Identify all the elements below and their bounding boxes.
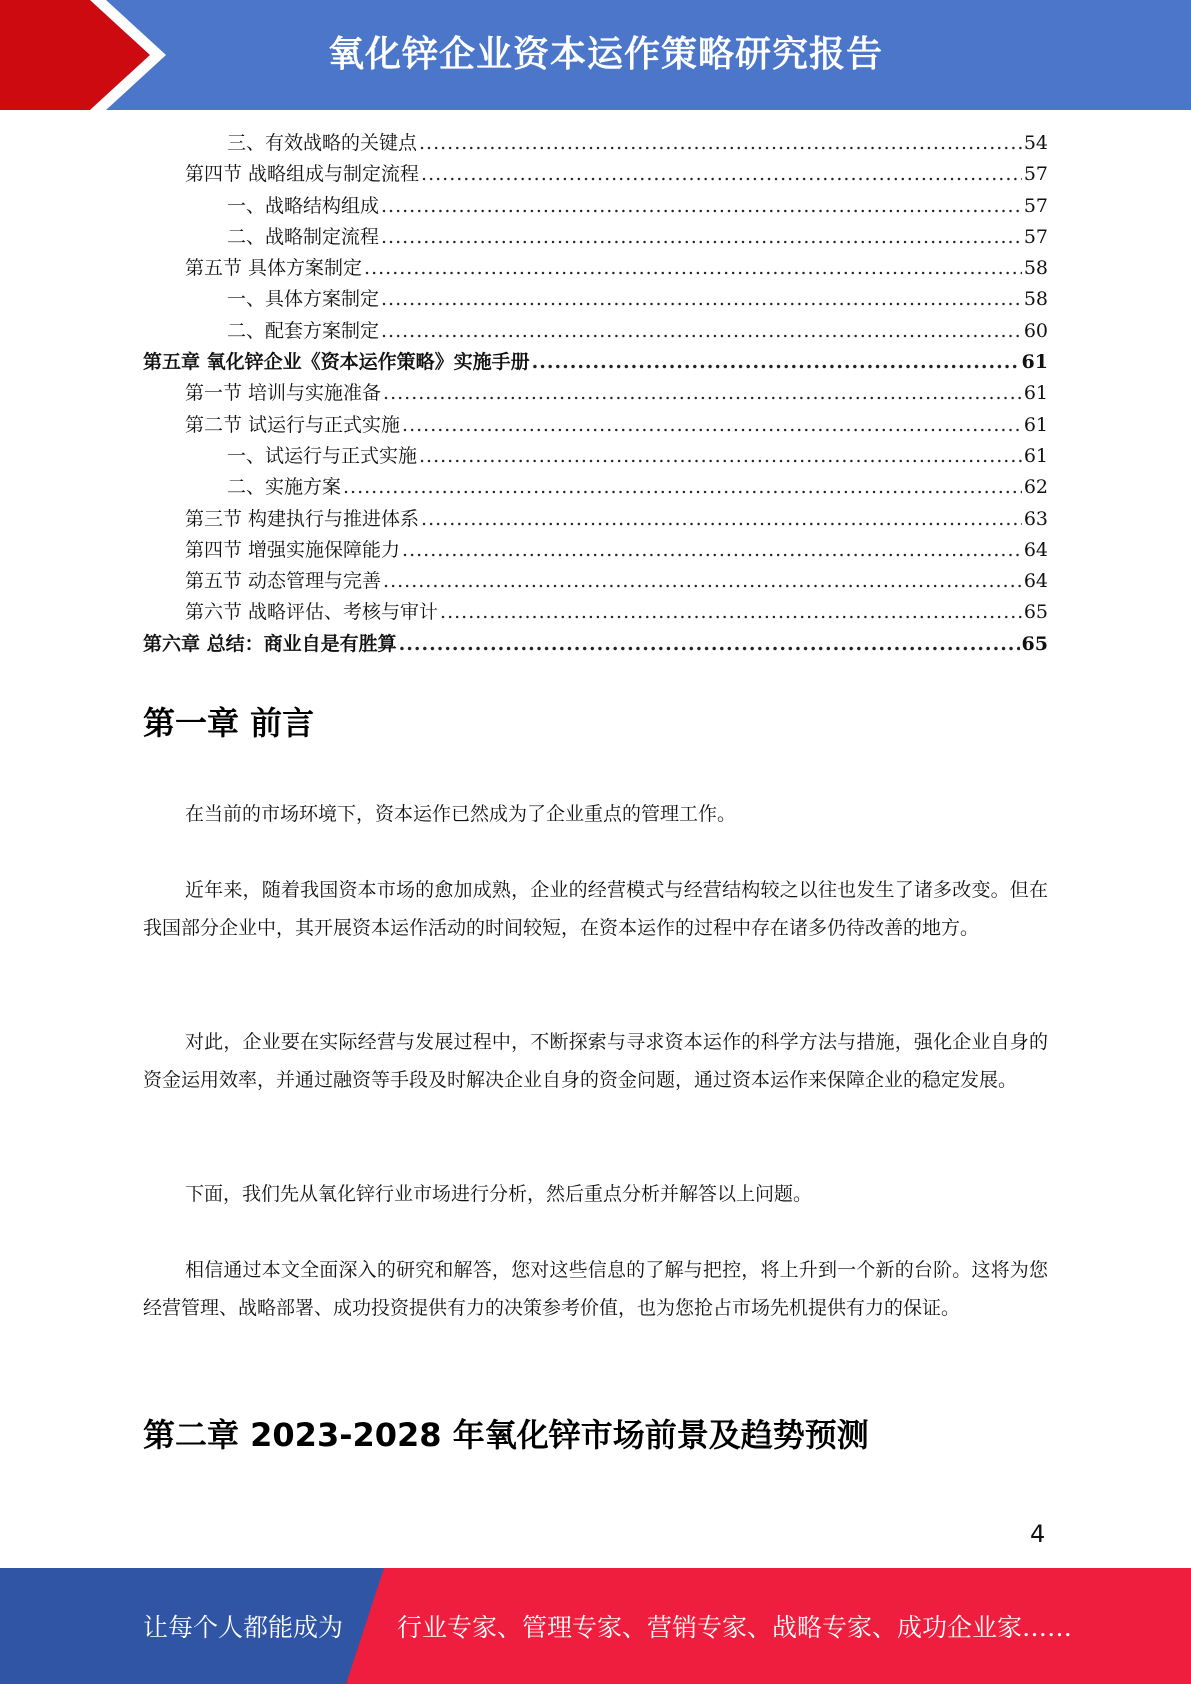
toc-entry-page: 58	[1023, 288, 1048, 311]
toc-entry[interactable]	[143, 284, 1048, 315]
toc-entry-title: 一、具体方案制定	[227, 288, 380, 311]
paragraph: 近年来，随着我国资本市场的愈加成熟，企业的经营模式与经营结构较之以往也发生了诸多改变。但在我国部分企业中，其开展资本运作活动的时间较短，在资本运作的过程中存在诸多仍待改善的地方。	[143, 879, 1048, 939]
toc-entry-page: 61	[1023, 413, 1048, 436]
paragraph: 在当前的市场环境下，资本运作已然成为了企业重点的管理工作。	[185, 803, 737, 825]
toc-entry-page: 60	[1023, 319, 1048, 342]
toc-entry-page: 54	[1023, 132, 1048, 154]
toc-entry-page: 57	[1023, 225, 1048, 248]
toc-leader-dots	[440, 597, 1022, 628]
toc-leader-dots	[381, 284, 1022, 315]
toc-entry-page: 61	[1021, 351, 1048, 374]
toc-entry-title: 第三节 构建执行与推进体系	[185, 507, 420, 530]
toc-entry-title: 第六节 战略评估、考核与审计	[185, 601, 439, 624]
toc-entry[interactable]	[143, 410, 1048, 441]
toc-entry[interactable]	[143, 441, 1048, 472]
paragraph: 相信通过本文全面深入的研究和解答，您对这些信息的了解与把控，将上升到一个新的台阶。这将为您经营管理、战略部署、成功投资提供有力的决策参考价值，也为您抢占市场先机提供有力的保证。	[143, 1259, 1048, 1319]
chapter-heading: 第二章 2023-2028 年氧化锌市场前景及趋势预测	[143, 1416, 869, 1454]
toc-entry[interactable]	[143, 253, 1048, 284]
toc-leader-dots	[364, 253, 1022, 284]
toc-entry[interactable]	[143, 535, 1048, 566]
toc-entry-title: 第四节 战略组成与制定流程	[185, 163, 420, 186]
toc-leader-dots	[381, 222, 1022, 253]
footer-slogan-left: 让每个人都能成为	[143, 1613, 344, 1642]
toc-entry-title: 第四节 增强实施保障能力	[185, 538, 401, 561]
toc-leader-dots	[383, 566, 1022, 597]
toc-entry-title: 二、配套方案制定	[227, 319, 380, 342]
toc-entry-title: 第五章 氧化锌企业《资本运作策略》实施手册	[143, 351, 530, 374]
toc-entry-page: 65	[1021, 632, 1048, 655]
toc-leader-dots	[399, 629, 1020, 660]
toc-entry-title: 二、实施方案	[227, 476, 342, 499]
toc-entry-page: 57	[1023, 163, 1048, 186]
toc-entry[interactable]	[143, 378, 1048, 409]
page-number: 4	[1030, 1520, 1046, 1548]
toc-entry[interactable]	[143, 191, 1048, 222]
paragraph: 下面，我们先从氧化锌行业市场进行分析，然后重点分析并解答以上问题。	[185, 1183, 813, 1205]
table-of-contents	[143, 128, 1048, 660]
toc-leader-dots	[532, 347, 1020, 378]
toc-leader-dots	[383, 378, 1022, 409]
chapter-heading: 第一章 前言	[143, 704, 315, 742]
toc-leader-dots	[419, 441, 1022, 472]
toc-entry[interactable]	[143, 566, 1048, 597]
toc-leader-dots	[343, 472, 1022, 503]
toc-entry-title: 第五节 具体方案制定	[185, 257, 363, 280]
toc-entry-title: 第二节 试运行与正式实施	[185, 413, 401, 436]
toc-leader-dots	[381, 316, 1022, 347]
toc-leader-dots	[421, 504, 1022, 535]
toc-entry-page: 62	[1023, 476, 1048, 499]
toc-entry-title: 三、有效战略的关键点	[227, 132, 418, 154]
toc-entry-page: 57	[1023, 194, 1048, 217]
toc-entry-page: 58	[1023, 257, 1048, 280]
report-title: 氧化锌企业资本运作策略研究报告	[327, 34, 883, 75]
page-header	[0, 0, 1191, 110]
toc-entry-page: 61	[1023, 382, 1048, 405]
toc-leader-dots	[402, 410, 1022, 441]
toc-entry-title: 二、战略制定流程	[227, 225, 380, 248]
toc-leader-dots	[402, 535, 1022, 566]
page-footer	[0, 1568, 1191, 1684]
toc-entry-page: 64	[1023, 570, 1048, 593]
toc-entry-title: 第一节 培训与实施准备	[185, 382, 382, 405]
toc-entry-page: 65	[1023, 601, 1048, 624]
toc-entry-title: 第六章 总结：商业自是有胜算	[143, 632, 397, 655]
paragraph: 对此，企业要在实际经营与发展过程中，不断探索与寻求资本运作的科学方法与措施，强化企业自身的资金运用效率，并通过融资等手段及时解决企业自身的资金问题，通过资本运作来保障企业的稳定发展。	[143, 1031, 1048, 1091]
toc-entry[interactable]	[143, 504, 1048, 535]
footer-slogan-right: 行业专家、管理专家、营销专家、战略专家、成功企业家……	[397, 1613, 1073, 1642]
toc-entry[interactable]	[143, 629, 1048, 660]
toc-entry[interactable]	[143, 316, 1048, 347]
toc-entry-title: 第五节 动态管理与完善	[185, 570, 382, 593]
toc-entry-title: 一、试运行与正式实施	[227, 444, 418, 467]
toc-leader-dots	[381, 191, 1022, 222]
toc-entry[interactable]	[143, 347, 1048, 378]
toc-entry[interactable]	[143, 472, 1048, 503]
toc-entry[interactable]	[143, 159, 1048, 190]
toc-leader-dots	[421, 159, 1022, 190]
toc-entry-title: 一、战略结构组成	[227, 194, 380, 217]
toc-entry-page: 63	[1023, 507, 1048, 530]
toc-leader-dots	[419, 128, 1022, 159]
toc-entry[interactable]	[143, 597, 1048, 628]
toc-entry-page: 64	[1023, 538, 1048, 561]
toc-entry[interactable]	[143, 222, 1048, 253]
toc-entry[interactable]	[143, 128, 1048, 159]
toc-entry-page: 61	[1023, 444, 1048, 467]
